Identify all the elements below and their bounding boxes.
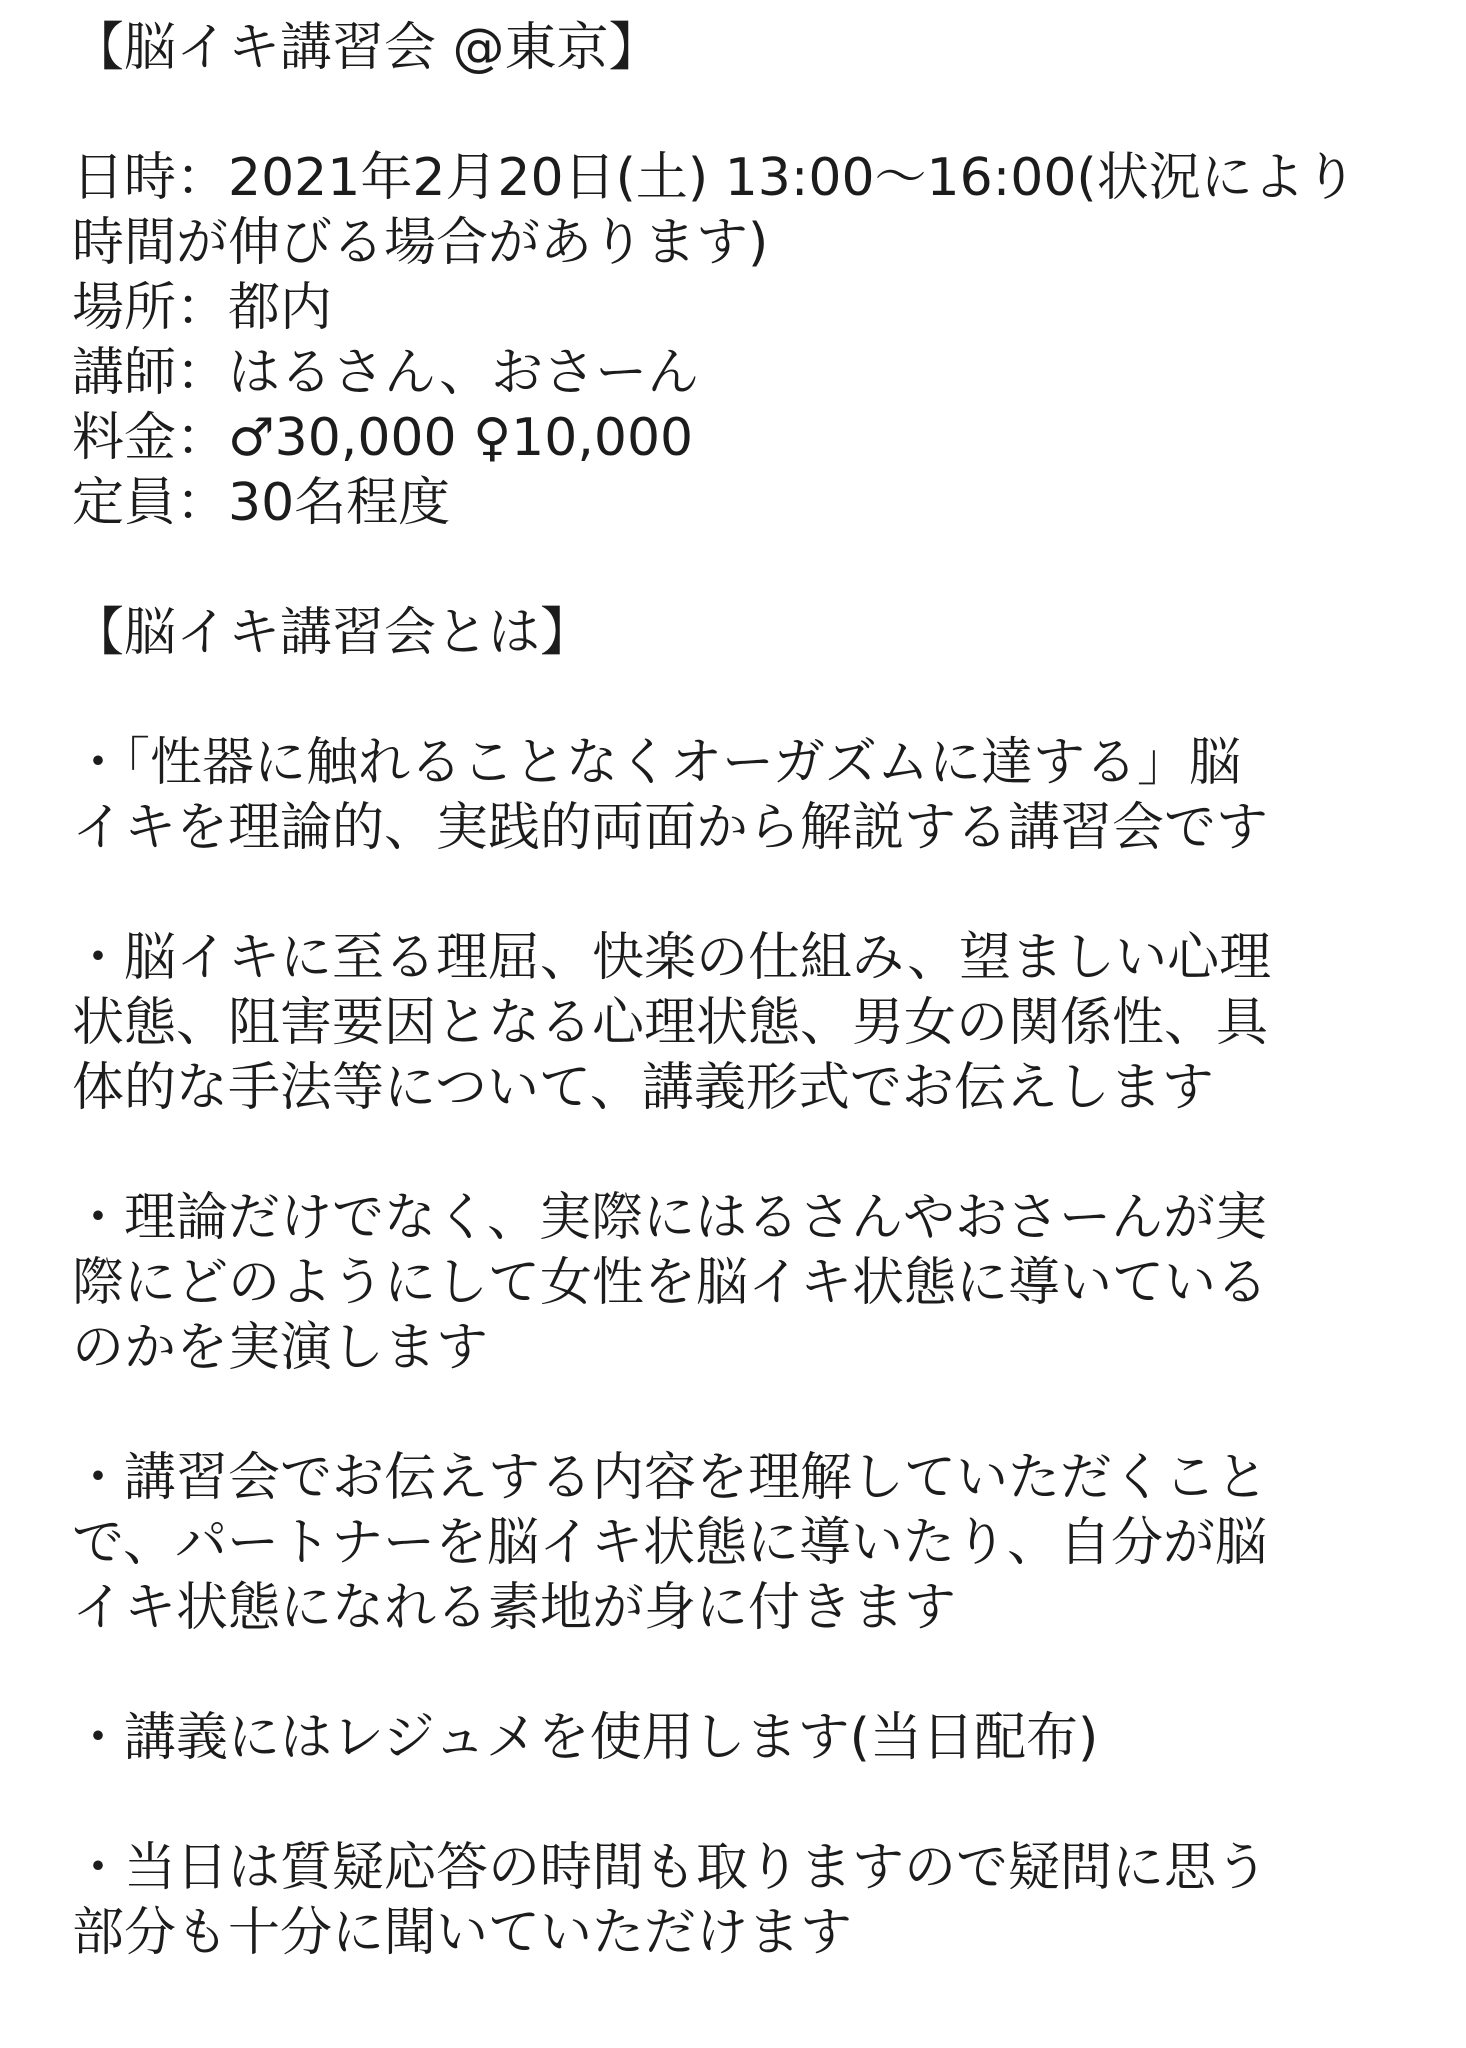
bullet-line: 体的な手法等について、講義形式でお伝えします xyxy=(72,1058,1214,1118)
bullet-item xyxy=(72,1836,1402,1966)
detail-capacity: 定員：30名程度 xyxy=(72,473,451,533)
detail-location: 場所：都内 xyxy=(72,278,333,338)
detail-instructors: 講師：はるさん、おさーん xyxy=(72,343,700,403)
spacer xyxy=(72,861,1402,926)
spacer xyxy=(72,666,1402,731)
document-body xyxy=(72,16,1402,1966)
detail-datetime-line-2: 時間が伸びる場合があります) xyxy=(72,213,769,273)
bullet-item xyxy=(72,926,1402,1121)
about-heading: 【脳イキ講習会とは】 xyxy=(72,603,593,663)
bullet-item xyxy=(72,731,1402,861)
spacer xyxy=(72,1381,1402,1446)
bullet-line: イキを理論的、実践的両面から解説する講習会です xyxy=(72,798,1269,858)
spacer xyxy=(72,536,1402,601)
bullet-line: ・脳イキに至る理屈、快楽の仕組み、望ましい心理 xyxy=(72,928,1272,988)
bullet-item xyxy=(72,1446,1402,1641)
bullet-line: 際にどのようにして女性を脳イキ状態に導いている xyxy=(72,1253,1269,1313)
bullet-line: で、パートナーを脳イキ状態に導いたり、自分が脳 xyxy=(72,1513,1267,1573)
detail-datetime-line-1: 日時：2021年2月20日(土) 13:00〜16:00(状況により xyxy=(72,148,1357,208)
bullet-line: 部分も十分に聞いていただけます xyxy=(72,1903,853,1963)
bullet-line: ・講義にはレジュメを使用します(当日配布) xyxy=(72,1708,1099,1768)
spacer xyxy=(72,1771,1402,1836)
spacer xyxy=(72,1121,1402,1186)
bullet-item xyxy=(72,1186,1402,1381)
event-title: 【脳イキ講習会 @東京】 xyxy=(72,18,661,78)
spacer xyxy=(72,81,1402,146)
bullet-line: のかを実演します xyxy=(72,1318,489,1378)
bullet-line: ・当日は質疑応答の時間も取りますので疑問に思う xyxy=(72,1838,1269,1898)
bullet-line: 状態、阻害要因となる心理状態、男女の関係性、具 xyxy=(72,993,1269,1053)
event-details xyxy=(72,146,1402,536)
spacer xyxy=(72,1641,1402,1706)
bullet-item xyxy=(72,1706,1402,1771)
detail-fee: 料金：♂30,000 ♀10,000 xyxy=(72,408,694,468)
bullet-line: ・講習会でお伝えする内容を理解していただくこと xyxy=(72,1448,1269,1508)
bullet-line: イキ状態になれる素地が身に付きます xyxy=(72,1578,957,1638)
bullet-line: ・「性器に触れることなくオーガズムに達する」脳 xyxy=(72,733,1241,793)
bullet-line: ・理論だけでなく、実際にはるさんやおさーんが実 xyxy=(72,1188,1267,1248)
